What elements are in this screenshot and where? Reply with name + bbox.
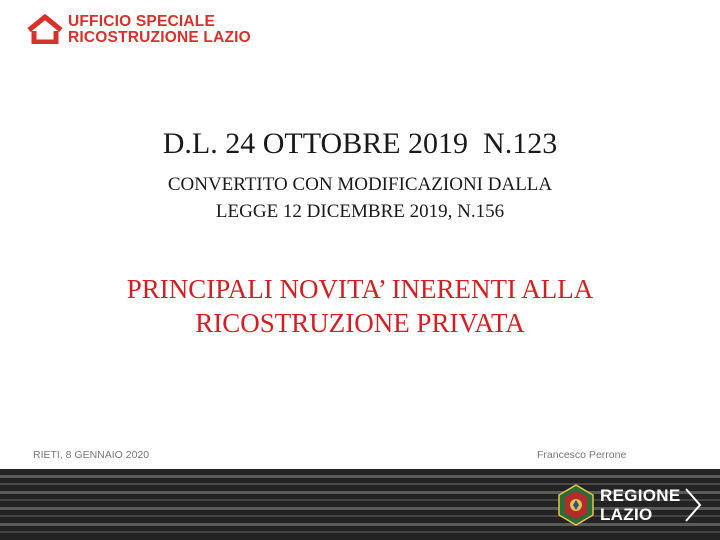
regione-lazio-text (600, 486, 681, 524)
subtitle (0, 171, 720, 225)
bottom-bar (0, 469, 720, 540)
logo-text (68, 14, 251, 46)
page-title: D.L. 24 OTTOBRE 2019 N.123 (162, 127, 558, 160)
chevron-right-icon (684, 487, 704, 523)
regione-line: REGIONE (600, 486, 681, 505)
regione-lazio-logo (556, 483, 706, 529)
logo-line-1: UFFICIO SPECIALE (68, 13, 216, 30)
footer-place-date: RIETI, 8 GENNAIO 2020 (33, 449, 150, 461)
lazio-line: LAZIO (600, 505, 653, 524)
regione-lazio-emblem-icon (556, 483, 596, 527)
house-icon (26, 14, 64, 44)
headline-line-2: RICOSTRUZIONE PRIVATA (195, 308, 525, 338)
logo-line-2: RICOSTRUZIONE LAZIO (68, 29, 251, 46)
headline-line-1: PRINCIPALI NOVITA’ INERENTI ALLA (126, 274, 594, 304)
subtitle-line-2: LEGGE 12 DICEMBRE 2019, N.156 (215, 201, 505, 222)
ufficio-speciale-logo (26, 12, 266, 52)
headline (0, 272, 720, 340)
subtitle-line-1: CONVERTITO CON MODIFICAZIONI DALLA (167, 174, 553, 195)
footer-author: Francesco Perrone (537, 449, 627, 461)
